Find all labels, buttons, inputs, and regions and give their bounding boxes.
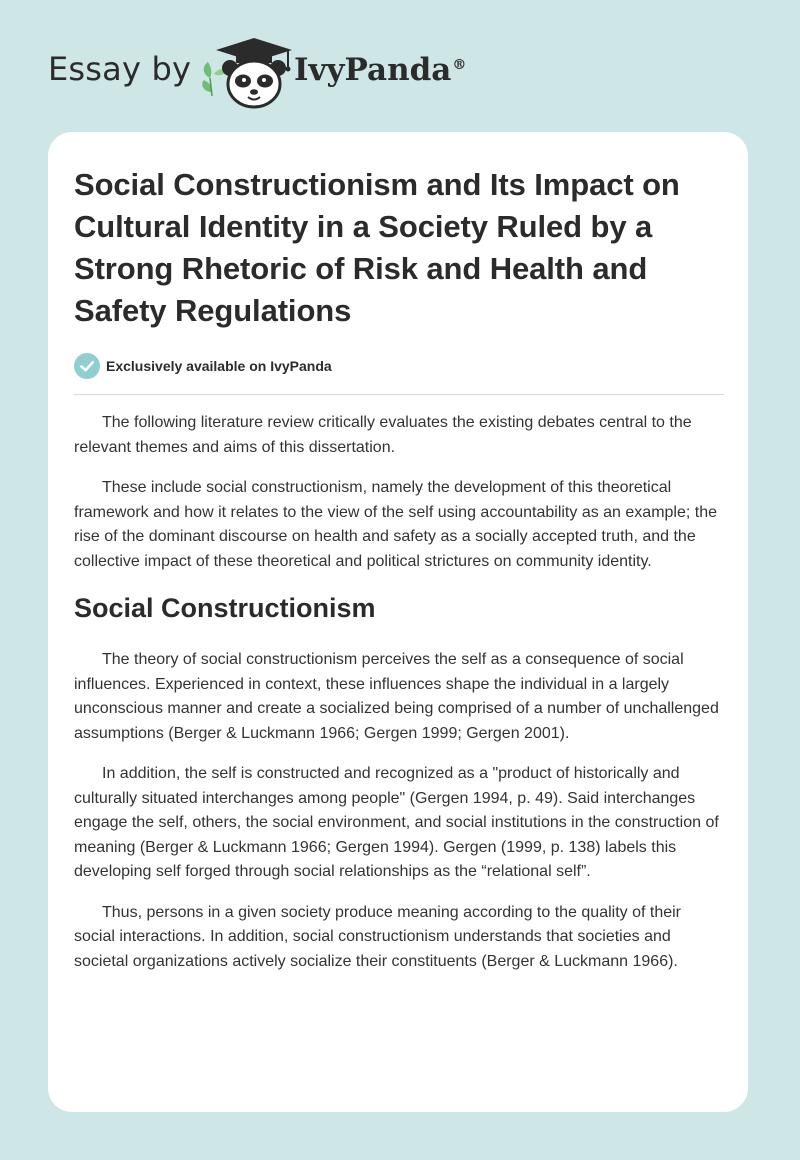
brand-header[interactable] — [48, 34, 468, 110]
registered-mark: ® — [452, 56, 467, 73]
section-paragraph: Thus, persons in a given society produce meaning according to the quality of their social interactions. In addition, social constructionism understands that societies and societal organizations actively socialize their constituents (Berger & Luckmann 1966). — [74, 903, 681, 970]
essay-title: Social Constructionism and Its Impact on Cultural Identity in a Society Ruled by a Strong Rhetoric of Risk and Health and Safety Regulations — [74, 167, 680, 328]
panda-graduate-logo-icon — [200, 34, 296, 110]
intro-paragraph: These include social constructionism, namely the development of this theoretical framework and how it relates to the view of the self using accountability as an example; the rise of the dominant discourse on health and safety as a socially accepted truth, and the collective impact of these theoretical and political strictures on community identity. — [74, 479, 718, 570]
exclusive-badge — [74, 352, 724, 380]
check-circle-icon — [74, 353, 100, 379]
essay-body — [74, 411, 724, 974]
section-paragraph: In addition, the self is constructed and recognized as a "product of historically and culturally situated interchanges among people" (Gergen 1994, p. 49). Said interchanges engage the self, others, the social environment, and social institutions in the construction of meaning (Berger & Luckmann 1966; Gergen 1994). Gergen (1999, p. 138) labels this developing self forged through social relationships as the “relational self”. — [74, 765, 719, 880]
essay-card — [48, 132, 748, 1112]
divider — [74, 394, 724, 395]
brand-name-text: IvyPanda — [294, 52, 452, 88]
essay-content — [74, 164, 724, 990]
intro-paragraph: The following literature review critically evaluates the existing debates central to the relevant themes and aims of this dissertation. — [74, 414, 692, 456]
section-heading: Social Constructionism — [74, 593, 376, 623]
brand-prefix: Essay by — [48, 50, 192, 88]
brand-name — [294, 52, 466, 88]
section-paragraph: The theory of social constructionism perceives the self as a consequence of social influences. Experienced in context, these influences shape the individual in a largely unconscious manner and create a socialized being comprised of a number of unchallenged assumptions (Berger & Luckmann 1966; Gergen 1999; Gergen 2001). — [74, 651, 719, 742]
exclusive-text: Exclusively available on IvyPanda — [106, 358, 332, 374]
